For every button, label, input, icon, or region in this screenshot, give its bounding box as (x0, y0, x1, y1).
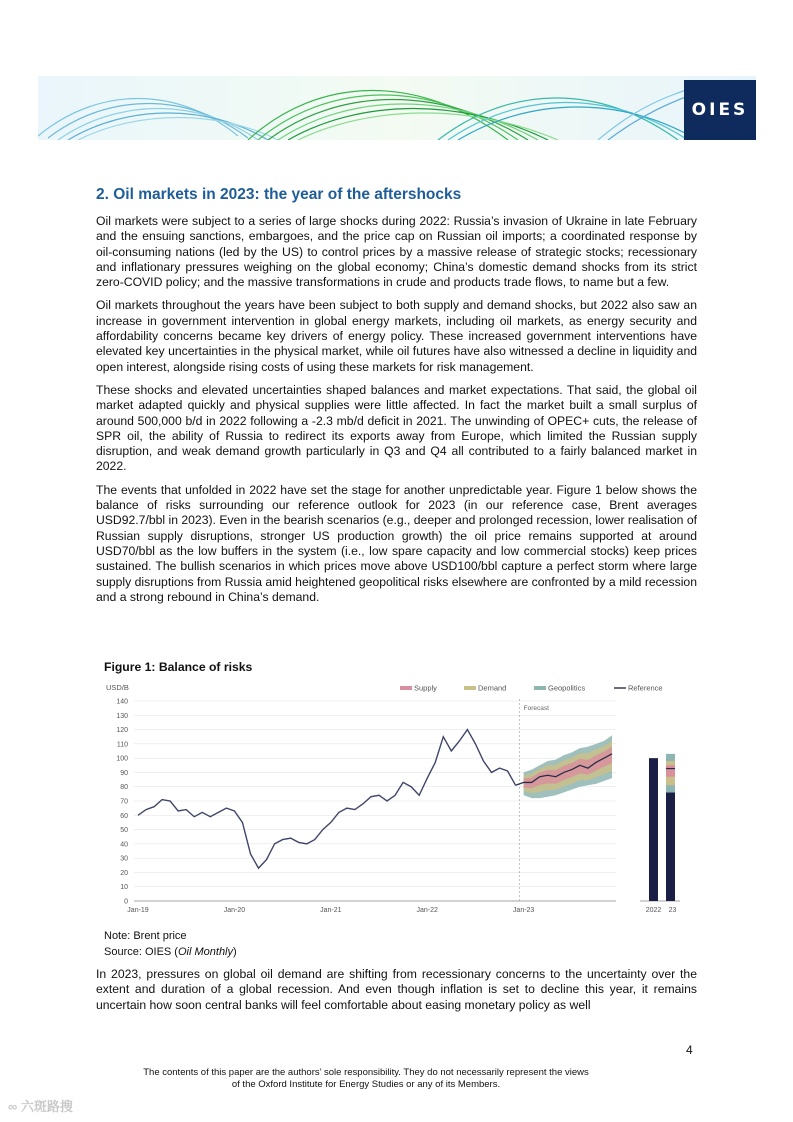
y-tick-label: 50 (120, 827, 128, 835)
source-suffix: ) (233, 946, 237, 958)
footer-disclaimer (96, 1067, 636, 1091)
source-italic: Oil Monthly (177, 946, 234, 958)
bar-label-2022: 2022 (645, 907, 662, 914)
x-tick-label: Jan-23 (512, 907, 535, 914)
paragraph-5: In 2023, pressures on global oil demand are shifting from recessionary concerns to the uncertainty over the extent and duration of a global recession. And even though inflation is set to decline this year, it remains uncertain how soon central banks will feel comfortable about easing monetary policy as well (96, 967, 697, 1012)
x-tick-label: Jan-19 (127, 907, 149, 914)
bar-2022 (649, 758, 658, 901)
oies-logo (684, 80, 756, 140)
y-tick-label: 110 (116, 741, 128, 749)
logo-text: OIES (691, 99, 749, 120)
y-tick-label: 0 (124, 898, 128, 906)
y-tick-label: 140 (116, 698, 128, 706)
figure-notes (104, 928, 237, 960)
y-tick-label: 40 (120, 841, 128, 849)
legend-label: Demand (478, 683, 507, 693)
main-content (96, 186, 697, 613)
figure-title: Figure 1: Balance of risks (104, 660, 253, 674)
bar-label-2023: 23 (668, 907, 677, 914)
y-tick-label: 80 (120, 784, 128, 792)
x-tick-label: Jan-21 (320, 907, 342, 914)
y-tick-label: 100 (116, 755, 128, 763)
paragraph-3: These shocks and elevated uncertainties shaped balances and market expectations. That said, the global oil market adapted quickly and physical supplies were little affected. In fact the market built a small surplus of around 500,000 b/d in 2022 following a -2.3 mb/d deficit in 2021. The unwinding of OPEC+ cuts, the release of SPR oil, the ability of Russia to redirect its exports away from Europe, which limited the Russian supply disruption, and weak demand growth particularly in Q3 and Q4 all contributed to a fairly balanced market in 2022. (96, 382, 697, 474)
legend-swatch (400, 686, 412, 690)
forecast-label: Forecast (523, 705, 549, 712)
y-tick-label: 10 (120, 884, 128, 892)
header-banner (38, 76, 756, 140)
footer-line-1: The contents of this paper are the authors’ sole responsibility. They do not necessarily represent the views (143, 1067, 589, 1078)
legend-swatch (534, 686, 546, 690)
watermark: ∞ 六斑路搜 (8, 1099, 73, 1114)
page-number: 4 (686, 1043, 693, 1057)
y-tick-label: 60 (120, 812, 128, 820)
section-title: 2. Oil markets in 2023: the year of the aftershocks (96, 186, 462, 203)
x-tick-label: Jan-22 (416, 907, 438, 914)
y-tick-label: 30 (120, 855, 128, 863)
y-tick-label: 120 (116, 727, 128, 735)
bar-2023-supply (666, 765, 675, 776)
bar-2023 (666, 792, 675, 901)
legend-label: Geopolitics (548, 683, 586, 693)
y-tick-label: 20 (120, 869, 128, 877)
figure-source (104, 944, 237, 960)
footer-line-2: of the Oxford Institute for Energy Studies or any of its Members. (231, 1079, 501, 1090)
paragraph-2: Oil markets throughout the years have been subject to both supply and demand shocks, but 2022 also saw an increase in government intervention in global energy markets, including oil markets, as energy security and affordability concerns became key drivers of energy policy. These increased government interventions have elevated key uncertainties in the physical market, while oil futures have also witnessed a decline in liquidity and open interest, alongside rising costs of using these markets for risk management. (96, 298, 697, 374)
legend-swatch (464, 686, 476, 690)
y-axis-label: USD/B (106, 683, 129, 692)
figure-note: Note: Brent price (104, 930, 187, 942)
paragraph-1: Oil markets were subject to a series of large shocks during 2022: Russia’s invasion of Ukraine in late February and the ensuing sanctions, embargoes, and the price cap on Russian oil imports; a coordinated response by oil-consuming nations (led by the US) to control prices by a massive release of strategic stocks; recessionary and inflationary pressures weighing on the global economy; China’s domestic demand shocks from its strict zero-COVID policy; and the massive transformations in crude and products trade flows, to name but a few. (96, 214, 697, 290)
y-tick-label: 90 (120, 769, 128, 777)
x-tick-label: Jan-20 (223, 907, 246, 914)
y-tick-label: 130 (116, 712, 128, 720)
legend-label: Reference (628, 683, 663, 693)
brent-history-line (138, 730, 516, 869)
paragraph-4: The events that unfolded in 2022 have set the stage for another unpredictable year. Figure 1 below shows the balance of risks surrounding our reference outlook for 2023 (in our reference case, Brent averages USD92.7/bbl in 2023). Even in the bearish scenarios (e.g., deeper and prolonged recession, lower realisation of Russian supply disruptions, stronger US production growth) the oil price remains supported at around USD70/bbl as the low buffers in the system (i.e., low spare capacity and low commercial stocks) keep prices sustained. The bullish scenarios in which prices move above USD100/bbl capture a perfect storm where large supply disruptions from Russia amid heightened geopolitical risks elsewhere are confronted by a mild recession and a strong rebound in China’s demand. (96, 482, 697, 604)
y-tick-label: 70 (120, 798, 128, 806)
balance-of-risks-chart (104, 679, 684, 919)
legend-label: Supply (414, 683, 437, 693)
source-prefix: Source: OIES ( (104, 946, 178, 958)
